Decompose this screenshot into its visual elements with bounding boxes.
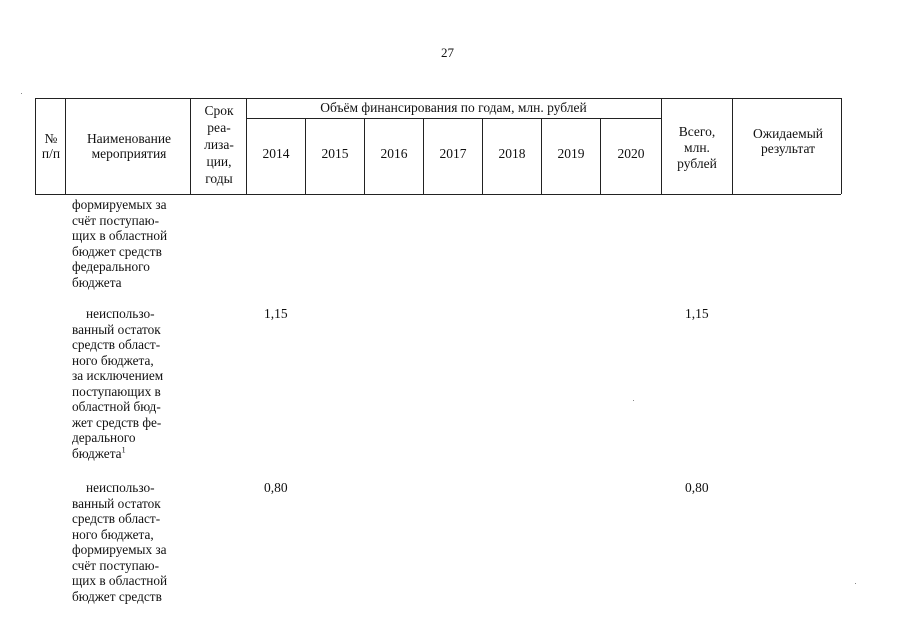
col-border — [190, 98, 191, 194]
row-text-line: счёт поступаю- — [72, 212, 160, 228]
row-text-line: ванный остаток — [72, 495, 161, 511]
col-border — [600, 118, 601, 194]
col-border — [732, 98, 733, 194]
row-text-line: формируемых за — [72, 542, 167, 557]
header-result: Ожидаемый результат — [753, 126, 823, 156]
table-header — [35, 98, 841, 194]
header-year-2018: 2018 — [498, 146, 526, 161]
page-number: 27 — [441, 45, 454, 60]
row-text-line: областной бюд- — [72, 399, 161, 414]
col-border — [661, 98, 662, 194]
scan-speck — [855, 583, 856, 584]
row-text-line: за исключением — [72, 368, 164, 383]
col-border — [65, 98, 66, 194]
table-row — [72, 197, 192, 290]
col-border — [35, 98, 36, 194]
row-text-line: счёт поступаю- — [72, 557, 160, 573]
row-text-line — [72, 446, 192, 462]
header-year-2017: 2017 — [439, 146, 467, 161]
row-text-line: федерального — [72, 259, 150, 274]
header-top-border — [35, 98, 841, 99]
header-name: Наименование мероприятия — [86, 131, 172, 161]
footnote-marker: 1 — [121, 445, 126, 455]
row-text-line: жет средств фе- — [72, 414, 162, 430]
row-text-line: ванный остаток — [72, 321, 161, 337]
table-row — [72, 306, 192, 461]
table-row — [72, 480, 192, 604]
header-term: Срок реа-лиза-ции, годы — [204, 103, 234, 186]
header-bottom-border — [35, 194, 841, 195]
value-total: 0,80 — [685, 480, 709, 495]
row-text-line: формируемых за — [72, 197, 167, 212]
row-text-fragment: бюджета — [72, 445, 122, 461]
value-2014: 0,80 — [264, 480, 288, 495]
header-year-2016: 2016 — [380, 146, 408, 161]
row-text-line: дерального — [72, 430, 136, 445]
header-year-2019: 2019 — [557, 146, 585, 161]
row-text-line: неиспользо- — [86, 480, 155, 495]
col-border — [841, 98, 842, 194]
row-text-line: бюджета — [72, 274, 122, 290]
funding-group-divider — [246, 118, 661, 119]
value-2014: 1,15 — [264, 306, 288, 321]
header-funding: Объём финансирования по годам, млн. рублей — [320, 100, 587, 115]
header-year-2020: 2020 — [617, 146, 645, 161]
header-total: Всего, млн. рублей — [677, 124, 717, 171]
row-text-line: щих в областной — [72, 573, 168, 588]
row-text-line: щих в областной — [72, 228, 168, 243]
row-text-line: поступающих в — [72, 383, 161, 399]
row-text-line: средств област- — [72, 511, 161, 526]
scan-speck — [21, 93, 22, 94]
header-number: № п/п — [41, 131, 61, 161]
row-text-line: ного бюджета, — [72, 352, 154, 368]
row-text-line: ного бюджета, — [72, 526, 154, 542]
header-year-2015: 2015 — [321, 146, 349, 161]
scan-speck — [633, 400, 634, 401]
row-text-line: средств област- — [72, 337, 161, 352]
row-text-line: бюджет средств — [72, 588, 162, 604]
row-text-line: бюджет средств — [72, 243, 162, 259]
header-year-2014: 2014 — [262, 146, 290, 161]
value-total: 1,15 — [685, 306, 709, 321]
row-text-line: неиспользо- — [86, 306, 155, 321]
